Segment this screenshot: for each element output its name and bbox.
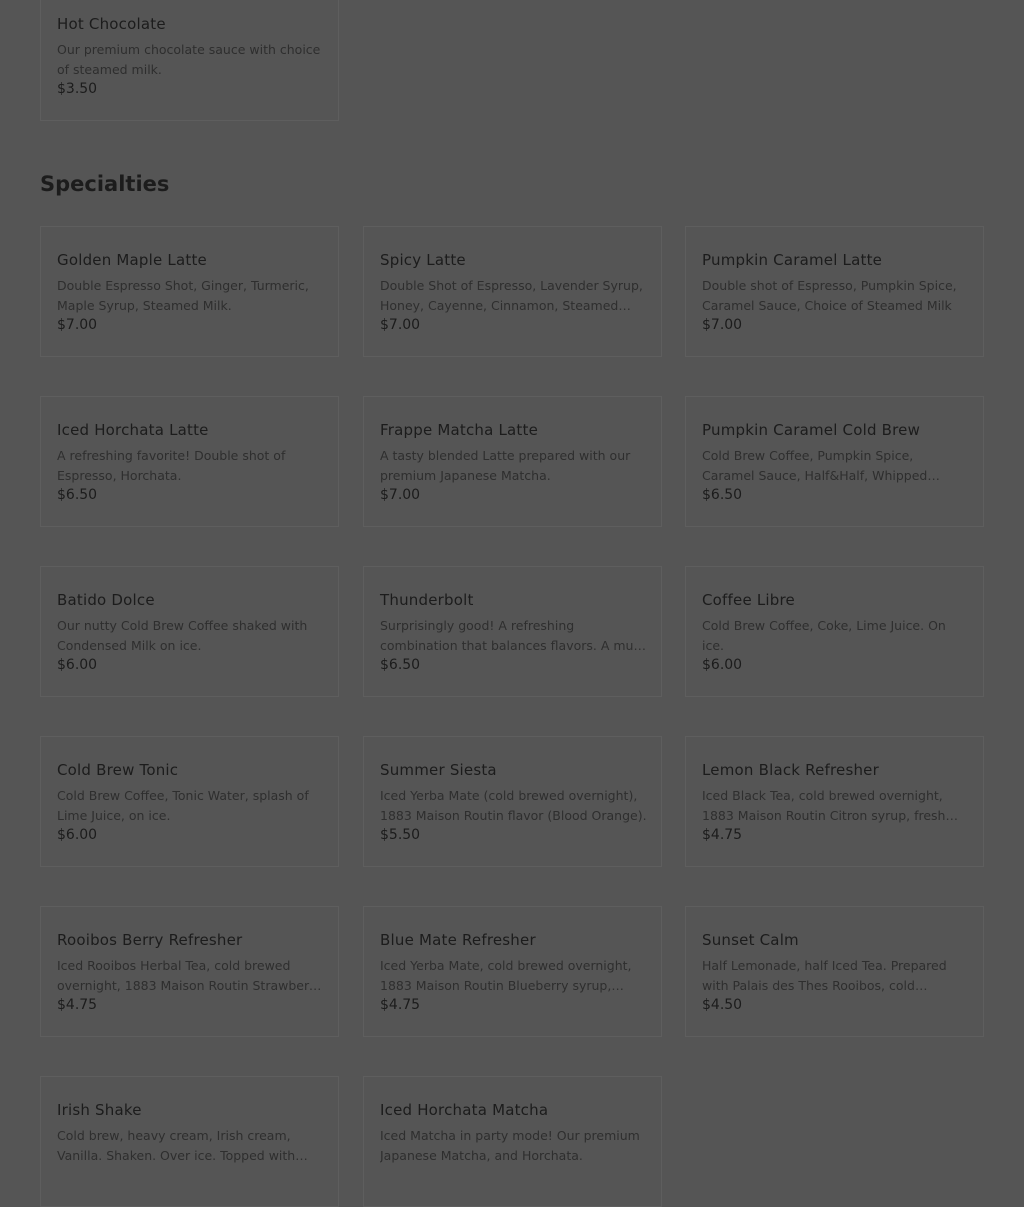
menu-item-card[interactable] bbox=[40, 1076, 339, 1207]
item-name: Batido Dolce bbox=[57, 591, 155, 609]
item-name: Thunderbolt bbox=[380, 591, 474, 609]
item-name: Hot Chocolate bbox=[57, 15, 166, 33]
item-price: $6.00 bbox=[702, 657, 743, 673]
item-description: A refreshing favorite! Double shot of Espresso, Horchata. bbox=[57, 448, 286, 483]
item-description: Half Lemonade, half Iced Tea. Prepared with Palais des Thes Rooibos, cold bbox=[702, 958, 947, 993]
item-price: $7.00 bbox=[380, 317, 421, 333]
item-name: Iced Horchata Latte bbox=[57, 421, 209, 439]
menu-item-card[interactable] bbox=[363, 226, 662, 357]
menu-item-card[interactable] bbox=[685, 906, 984, 1037]
menu-item-card[interactable] bbox=[685, 566, 984, 697]
item-name: Frappe Matcha Latte bbox=[380, 421, 539, 439]
menu-item-card[interactable] bbox=[685, 226, 984, 357]
item-name: Spicy Latte bbox=[380, 251, 466, 269]
item-description: Our premium chocolate sauce with choice of steamed milk. bbox=[57, 42, 321, 77]
item-price: $7.00 bbox=[702, 317, 743, 333]
item-price: $3.50 bbox=[57, 81, 98, 97]
item-name: Summer Siesta bbox=[380, 761, 497, 779]
item-name: Pumpkin Caramel Cold Brew bbox=[702, 421, 921, 439]
menu-item-card[interactable] bbox=[363, 1076, 662, 1207]
menu-item-card[interactable] bbox=[40, 226, 339, 357]
item-price: $6.50 bbox=[57, 487, 98, 503]
item-description: Double Shot of Espresso, Lavender Syrup, Honey, Cayenne, Cinnamon, Steamed bbox=[380, 278, 643, 313]
item-price: $6.00 bbox=[57, 657, 98, 673]
item-name: Sunset Calm bbox=[702, 931, 799, 949]
item-description: Iced Yerba Mate, cold brewed overnight, 1883 Maison Routin Blueberry syrup, bbox=[380, 958, 632, 993]
menu-item-card[interactable] bbox=[40, 906, 339, 1037]
item-name: Blue Mate Refresher bbox=[380, 931, 536, 949]
item-description: Surprisingly good! A refreshing combination that balances flavors. A must bbox=[380, 618, 645, 653]
item-name: Golden Maple Latte bbox=[57, 251, 207, 269]
item-description: Iced Rooibos Herbal Tea, cold brewed overnight, 1883 Maison Routin Strawberry bbox=[57, 958, 322, 993]
item-price: $7.00 bbox=[57, 317, 98, 333]
menu-item-card[interactable] bbox=[685, 736, 984, 867]
item-price: $4.75 bbox=[380, 997, 421, 1013]
item-price: $5.50 bbox=[380, 827, 421, 843]
item-name: Irish Shake bbox=[57, 1101, 142, 1119]
menu-item-card[interactable] bbox=[40, 0, 339, 121]
item-price: $4.75 bbox=[57, 997, 98, 1013]
item-description: Cold Brew Coffee, Tonic Water, splash of Lime Juice, on ice. bbox=[57, 788, 309, 823]
menu-item-card[interactable] bbox=[40, 736, 339, 867]
menu-item-card[interactable] bbox=[40, 566, 339, 697]
menu-item-card[interactable] bbox=[40, 396, 339, 527]
item-price: $6.50 bbox=[702, 487, 743, 503]
menu-item-card[interactable] bbox=[363, 396, 662, 527]
item-description: Double shot of Espresso, Pumpkin Spice, Caramel Sauce, Choice of Steamed Milk bbox=[702, 278, 957, 313]
item-name: Iced Horchata Matcha bbox=[380, 1101, 549, 1119]
item-description: Cold Brew Coffee, Coke, Lime Juice. On ice. bbox=[702, 618, 946, 653]
item-name: Rooibos Berry Refresher bbox=[57, 931, 243, 949]
menu-item-card[interactable] bbox=[363, 906, 662, 1037]
item-price: $4.50 bbox=[702, 997, 743, 1013]
item-description: Cold Brew Coffee, Pumpkin Spice, Caramel Sauce, Half&Half, Whipped bbox=[702, 448, 928, 483]
menu-item-card[interactable] bbox=[363, 736, 662, 867]
item-name: Cold Brew Tonic bbox=[57, 761, 179, 779]
item-description: Our nutty Cold Brew Coffee shaked with Condensed Milk on ice. bbox=[57, 618, 308, 653]
item-name: Coffee Libre bbox=[702, 591, 795, 609]
item-price: $6.50 bbox=[380, 657, 421, 673]
section-title: Specialties bbox=[40, 172, 170, 196]
item-price: $4.75 bbox=[702, 827, 743, 843]
item-name: Lemon Black Refresher bbox=[702, 761, 879, 779]
item-description: Iced Yerba Mate (cold brewed overnight), 1883 Maison Routin flavor (Blood Orange). bbox=[380, 788, 647, 823]
item-price: $6.00 bbox=[57, 827, 98, 843]
item-description: A tasty blended Latte prepared with our premium Japanese Matcha. bbox=[380, 448, 631, 483]
item-description: Cold brew, heavy cream, Irish cream, Vanilla. Shaken. Over ice. Topped with bbox=[57, 1128, 296, 1163]
menu-item-card[interactable] bbox=[685, 396, 984, 527]
item-description: Iced Matcha in party mode! Our premium Japanese Matcha, and Horchata. bbox=[380, 1128, 640, 1163]
item-description: Double Espresso Shot, Ginger, Turmeric, Maple Syrup, Steamed Milk. bbox=[57, 278, 309, 313]
item-name: Pumpkin Caramel Latte bbox=[702, 251, 883, 269]
item-price: $7.00 bbox=[380, 487, 421, 503]
menu-item-card[interactable] bbox=[363, 566, 662, 697]
item-description: Iced Black Tea, cold brewed overnight, 1883 Maison Routin Citron syrup, fresh bbox=[702, 788, 946, 823]
